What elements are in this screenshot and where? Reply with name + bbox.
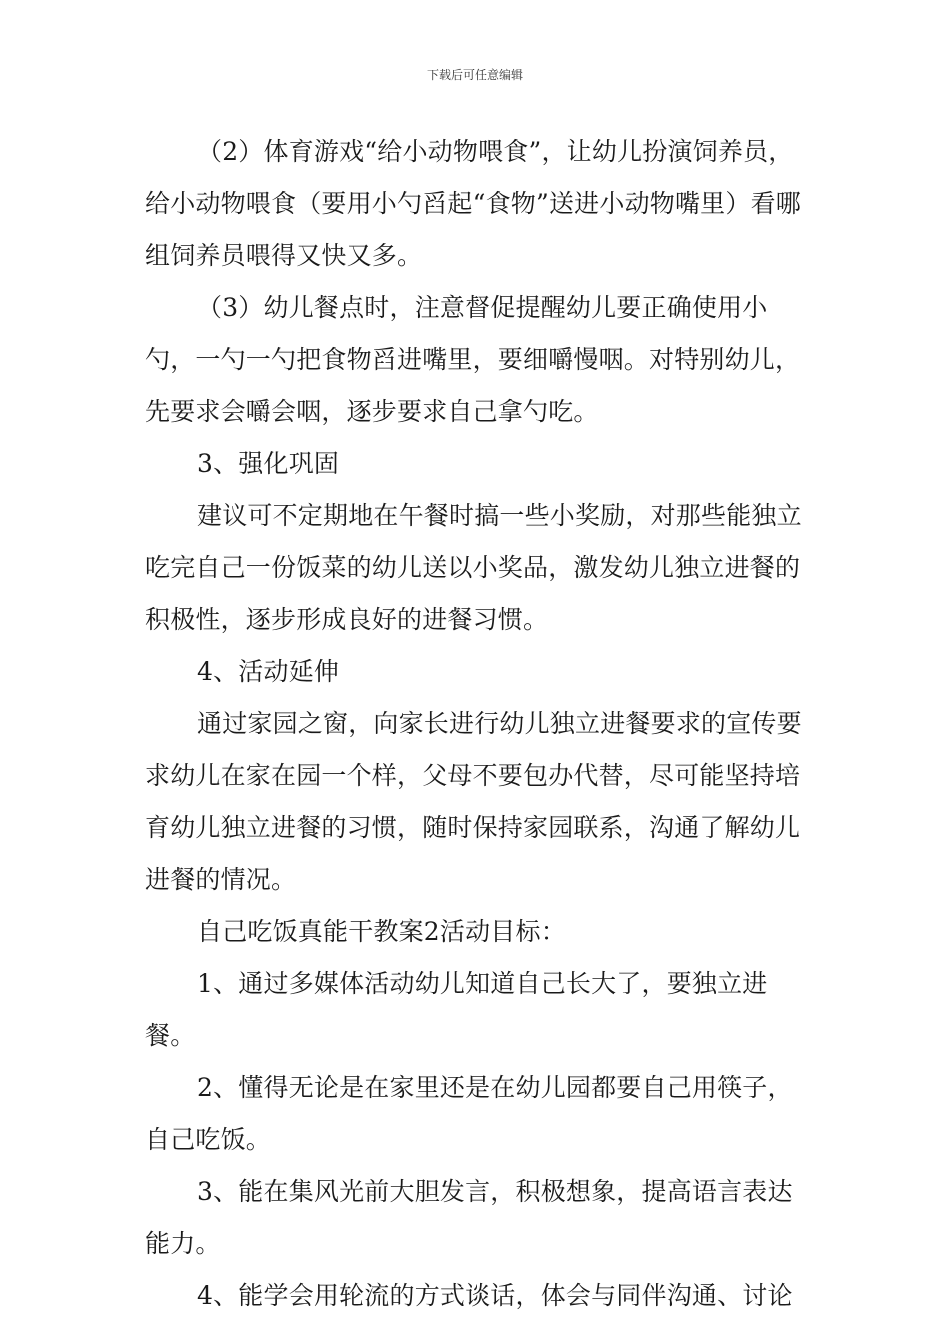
section-heading-reinforce: 3、强化巩固 (197, 449, 340, 478)
section-heading-extension: 4、活动延伸 (197, 657, 340, 686)
paragraph-home-school: 通过家园之窗，向家长进行幼儿独立进餐要求的宣传要求幼儿在家在园一个样，父母不要包办代替，尽可能坚持培育幼儿独立进餐的习惯，随时保持家园联系，沟通了解幼儿进餐的情况。 (145, 709, 802, 894)
goal-item-2: 2、懂得无论是在家里还是在幼儿园都要自己用筷子，自己吃饭。 (145, 1073, 793, 1154)
paragraph-reward: 建议可不定期地在午餐时搞一些小奖励，对那些能独立吃完自己一份饭菜的幼儿送以小奖品，激发幼儿独立进餐的积极性，逐步形成良好的进餐习惯。 (145, 501, 802, 634)
document-body (145, 126, 815, 1322)
page-header-note: 下载后可任意编辑 (426, 68, 523, 82)
paragraph-meal-spoon: （3）幼儿餐点时，注意督促提醒幼儿要正确使用小勺，一勺一勺把食物舀进嘴里，要细嚼慢咽。对特别幼儿，先要求会嚼会咽，逐步要求自己拿勺吃。 (145, 293, 801, 426)
lesson-2-goals-heading: 自己吃饭真能干教案2活动目标： (197, 917, 566, 946)
paragraph-game-feeding: （2）体育游戏“给小动物喂食”，让幼儿扮演饲养员，给小动物喂食（要用小勺舀起“食物”送进小动物嘴里）看哪组饲养员喂得又快又多。 (145, 137, 801, 270)
goal-item-4: 4、能学会用轮流的方式谈话，体会与同伴沟通、讨论 (197, 1281, 793, 1310)
goal-item-3: 3、能在集风光前大胆发言，积极想象，提高语言表达能力。 (145, 1177, 793, 1258)
goal-item-1: 1、通过多媒体活动幼儿知道自己长大了，要独立进餐。 (145, 969, 768, 1050)
